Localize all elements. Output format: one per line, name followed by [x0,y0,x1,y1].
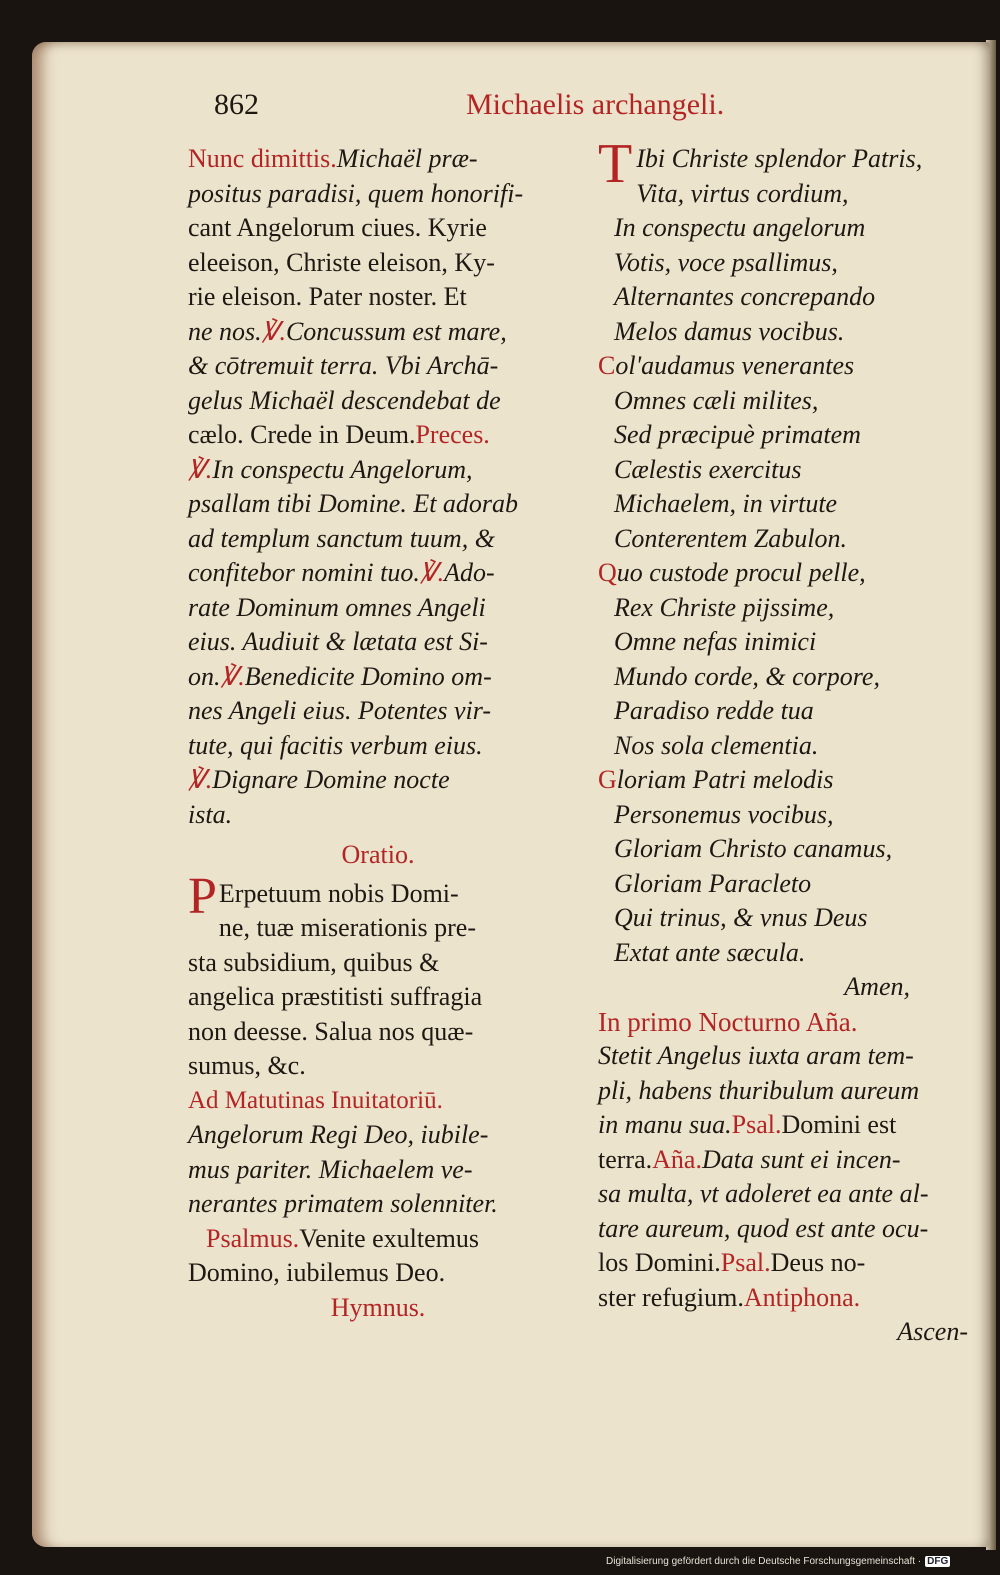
stanza-1-lines [598,133,970,349]
oratio-block [188,867,568,1084]
left-line [188,487,568,522]
line-text: Stetit Angelus iuxta aram tem- [598,1041,914,1070]
hymnus-heading: Hymnus. [330,1292,426,1322]
nocturno-line [598,1074,970,1109]
nocturno-line [598,1039,970,1074]
hymn-line [598,832,970,867]
hymn-line [598,660,970,695]
hymn-line [598,798,970,833]
nocturno-line [598,1177,970,1212]
hymn-line: Votis, voce psallimus, [614,247,838,277]
hymn-line [598,418,970,453]
rubric: Psal. [720,1248,771,1277]
left-line [188,280,568,315]
psalmus-line [188,1222,568,1257]
invitatory-line: nerantes primatem solenniter. [188,1189,498,1218]
line-text: Michaël præ- [336,144,478,173]
hymn-line-text: Personemus vocibus, [614,799,834,829]
hymn-line: Alternantes concrepando [614,282,876,311]
hymn-stanza-2 [598,349,970,556]
nocturno-line [598,1212,970,1247]
nocturno-line [598,1108,970,1143]
invitatory-line: mus pariter. Michaelem ve- [188,1154,473,1184]
hymn-line-text: Nos sola clementia. [614,730,819,760]
hymn-line-text: Rex Christe pijssime, [614,592,835,622]
oratio-line: sta subsidium, quibus & [188,947,440,977]
hymn-line-text: Cælestis exercitus [614,454,802,484]
rubric: Preces. [415,420,490,449]
line-text: rate Dominum omnes Angeli [188,592,486,622]
invitatory-lines [188,1118,568,1222]
left-column [188,142,568,1325]
line-text-2: Data sunt ei incen- [701,1144,901,1174]
left-line [188,246,568,281]
line-text: tute, qui facitis verbum eius. [188,730,483,760]
psalmus-label: Psalmus. [206,1223,300,1253]
line-text-2: Concussum est mare, [285,316,507,346]
line-text: & cōtremuit terra. Vbi Archā- [188,351,499,380]
left-line [188,211,568,246]
hymn-line-text: Sed præcipuè primatem [614,420,861,449]
left-line [188,556,568,591]
hymn-line-text: Mundo corde, & corpore, [614,661,880,691]
line-text: cant Angelorum ciues. Kyrie [188,213,487,242]
hymn-line [598,556,970,591]
amen: Amen, [844,972,910,1001]
oratio-line: sumus, &c. [188,1051,306,1080]
line-text: cælo. Crede in Deum. [188,420,416,449]
line-text: nes Angeli eius. Potentes vir- [188,696,491,725]
hymn-line-text: Extat ante sæcula. [614,937,806,967]
line-text: ster refugium. [598,1282,744,1312]
hymn-line-text: ol'audamus venerantes [615,351,855,380]
rubric: Psal. [731,1110,782,1139]
rubric: ℣. [188,765,213,794]
rubric: ℣. [419,558,445,587]
line-text: in manu sua. [598,1110,732,1139]
hymn-line: Ibi Christe splendor Patris, [636,144,923,173]
hymn-line: In conspectu angelorum [614,213,866,242]
hymn-line-text: loriam Patri melodis [616,765,834,794]
oratio-line: angelica præstitisti suffragia [188,982,483,1011]
hymn-line-text: uo custode procul pelle, [616,558,866,587]
line-text: In conspectu Angelorum, [212,454,473,484]
hymn-stanza-4 [598,763,970,970]
hymn-line-text: Gloriam Christo canamus, [614,834,893,863]
hymn-line [598,349,970,384]
left-line [188,177,568,212]
line-text: on. [188,661,221,691]
line-text: ad templum sanctum tuum, & [188,523,495,553]
hymn-line-text: Conterentem Zabulon. [614,523,848,553]
line-text: rie eleison. Pater noster. Et [188,282,467,311]
rubric: Aña. [652,1144,702,1174]
catchword: Ascen- [897,1317,968,1346]
invitatory-line: Angelorum Regi Deo, iubile- [188,1120,489,1149]
hymn-line-text: Gloriam Paracleto [614,868,812,898]
left-line [188,798,568,833]
line-text: gelus Michaël descendebat de [188,385,501,415]
nocturno-line [598,1143,970,1178]
hymn-line: Vita, virtus cordium, [636,178,849,208]
left-column-lines [188,142,568,832]
psalmus-text: Venite exultemus [299,1223,479,1253]
hymn-line-text: Omnes cæli milites, [614,385,819,415]
left-line [188,142,568,177]
hymn-line [598,384,970,419]
oratio-line: ne, tuæ miserationis pre- [218,913,476,942]
line-text-2: Domini est [781,1110,897,1139]
line-text: Dignare Domine nocte [212,765,450,794]
rubric: ℣. [220,661,245,691]
hymn-line [598,936,970,971]
line-text: psallam tibi Domine. Et adorab [188,489,519,518]
left-line [188,418,568,453]
line-text: sa multa, vt adoleret ea ante al- [598,1179,929,1208]
hymn-line [598,763,970,798]
left-line [188,384,568,419]
oratio-lines [188,867,568,1084]
left-line [188,660,568,695]
oratio-line: Erpetuum nobis Domi- [218,878,459,908]
line-text: positus paradisi, quem honorifi- [188,178,524,208]
line-text-2: Ado- [444,558,495,587]
page-number: 862 [214,88,259,121]
matutinas-heading: Ad Matutinas Inuitatoriū. [188,1086,443,1114]
line-text: ista. [188,799,233,829]
line-text: los Domini. [598,1248,721,1277]
footer-text: Digitalisierung gefördert durch die Deutsche Forschungsgemeinschaft · [606,1556,922,1567]
hymn-line [598,901,970,936]
line-text: eleeison, Christe eleison, Ky- [188,247,495,277]
nocturno-heading: In primo Nocturno Aña. [598,1006,858,1037]
oratio-initial: P [188,867,217,925]
left-line [188,315,568,350]
nocturno-line [598,1246,970,1281]
rubric: ℣. [188,454,213,484]
right-column [598,133,970,1350]
rubric: Nunc dimittis. [188,144,337,173]
oratio-heading: Oratio. [341,840,415,869]
hymn-line-text: Michaelem, in virtute [614,489,838,518]
rubric: ℣. [261,316,286,346]
hymn-line-text: Omne nefas inimici [614,627,817,656]
nocturno-line [598,1281,970,1316]
stanza-initial: Q [598,558,617,587]
line-text-2: Benedicite Domino om- [244,661,492,691]
hymn-line [598,867,970,902]
hymn-line [598,591,970,626]
left-line [188,522,568,557]
line-text: terra. [598,1144,653,1174]
hymn-line [598,694,970,729]
left-line [188,349,568,384]
left-line [188,763,568,798]
hymn-stanza-3 [598,556,970,763]
hymn-line-text: Paradiso redde tua [614,696,814,725]
left-line [188,591,568,626]
left-line [188,729,568,764]
hymn-line [598,625,970,660]
hymn-line-text: Qui trinus, & vnus Deus [614,903,868,932]
running-head: Michaelis archangeli. [466,88,725,121]
nocturno-lines [598,1039,970,1315]
line-text: ne nos. [188,316,262,346]
hymn-line [598,729,970,764]
line-text: eius. Audiuit & lætata est Si- [188,627,488,656]
line-text: tare aureum, quod est ante ocu- [598,1213,929,1243]
footer-credit [606,1556,950,1567]
hymn-line [598,453,970,488]
hymn-line: Melos damus vocibus. [614,316,845,346]
line-text: confitebor nomini tuo. [188,558,420,587]
dfg-logo: DFG [927,1556,949,1567]
line-text: pli, habens thuribulum aureum [598,1075,920,1105]
hymn-line [598,487,970,522]
hymn-line [598,522,970,557]
stanza-initial: C [598,351,616,380]
left-line [188,453,568,488]
rubric: Antiphona. [743,1282,861,1312]
psalmus-line-2: Domino, iubilemus Deo. [188,1258,446,1287]
oratio-line: non deesse. Salua nos quæ- [188,1016,474,1046]
left-line [188,625,568,660]
stanza-initial: G [598,765,617,794]
hymn-stanza-1 [598,133,970,349]
left-line [188,694,568,729]
line-text-2: Deus no- [770,1248,866,1277]
hymn-initial: T [598,133,633,195]
